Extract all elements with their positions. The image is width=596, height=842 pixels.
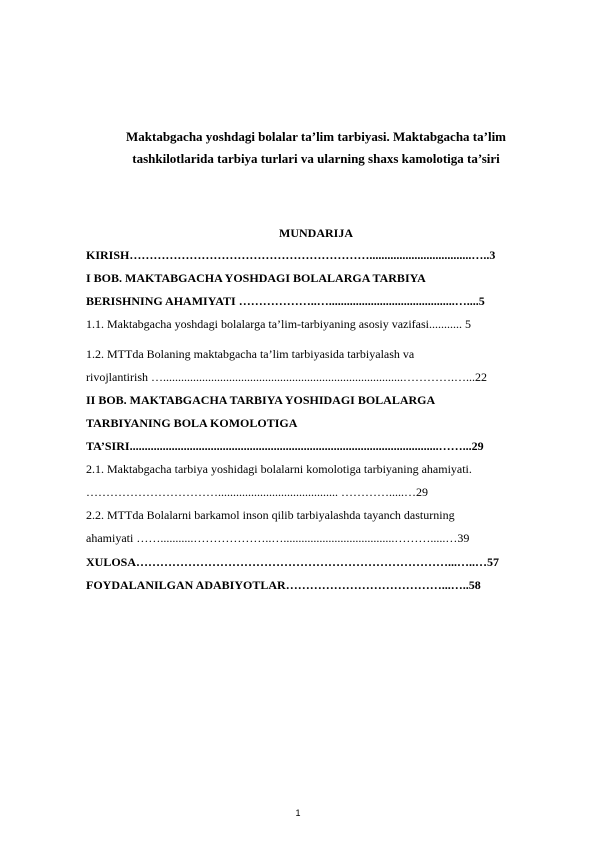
toc-entry-chapter-2-line-1: II BOB. MAKTABGACHA TARBIYA YOSHIDAGI BOLALARGA bbox=[86, 393, 436, 407]
toc-entry-xulosa: XULOSA……………………………………………………………………...…..…57 bbox=[86, 555, 500, 569]
toc-entry-section-2-1-line-2: ……………………………........................................ ………….....…29 bbox=[86, 485, 428, 499]
page-number: 1 bbox=[295, 808, 301, 818]
toc-entry-section-2-2-line-1: 2.2. MTTda Bolalarni barkamol inson qilib tarbiyalashda tayanch dasturning bbox=[86, 508, 455, 522]
toc-entry-section-1-2-line-2: rivojlantirish …................................................................................………….…...22 bbox=[86, 370, 487, 384]
toc-entry-chapter-1-line-2: BERISHNING AHAMIYATI ………………..…..........................................…....5 bbox=[86, 294, 485, 308]
toc-entry-section-1-2-line-1: 1.2. MTTda Bolaning maktabgacha ta’lim tarbiyasida tarbiyalash va bbox=[86, 347, 415, 361]
document-title-line-1: Maktabgacha yoshdagi bolalar ta’lim tarbiyasi. Maktabgacha ta’lim bbox=[125, 129, 507, 144]
toc-entry-section-2-1-line-1: 2.1. Maktabgacha tarbiya yoshidagi bolalarni komolotiga tarbiyaning ahamiyati. bbox=[86, 462, 472, 476]
document-title-line-2: tashkilotlarida tarbiya turlari va ularning shaxs kamolotiga ta’siri bbox=[132, 151, 500, 166]
toc-entry-section-1-1: 1.1. Maktabgacha yoshdagi bolalarga ta’lim-tarbiyaning asosiy vazifasi........... 5 bbox=[86, 317, 472, 331]
toc-entry-chapter-1-line-1: I BOB. MAKTABGACHA YOSHDAGI BOLALARGA TARBIYA bbox=[86, 271, 426, 285]
toc-entry-section-2-2-line-2: ahamiyati ……...........………………..….....................................……….....…39 bbox=[86, 531, 470, 545]
toc-heading: MUNDARIJA bbox=[279, 226, 353, 240]
toc-entry-chapter-2-line-2: TARBIYANING BOLA KOMOLOTIGA bbox=[86, 416, 298, 430]
toc-entry-kirish: KIRISH……………………………………………………..................................…..3 bbox=[86, 248, 496, 262]
toc-entry-references: FOYDALANILGAN ADABIYOTLAR…………………………………...…..58 bbox=[86, 578, 481, 592]
toc-entry-chapter-2-line-3: TA’SIRI.......................................................................................................……...29 bbox=[86, 439, 484, 453]
